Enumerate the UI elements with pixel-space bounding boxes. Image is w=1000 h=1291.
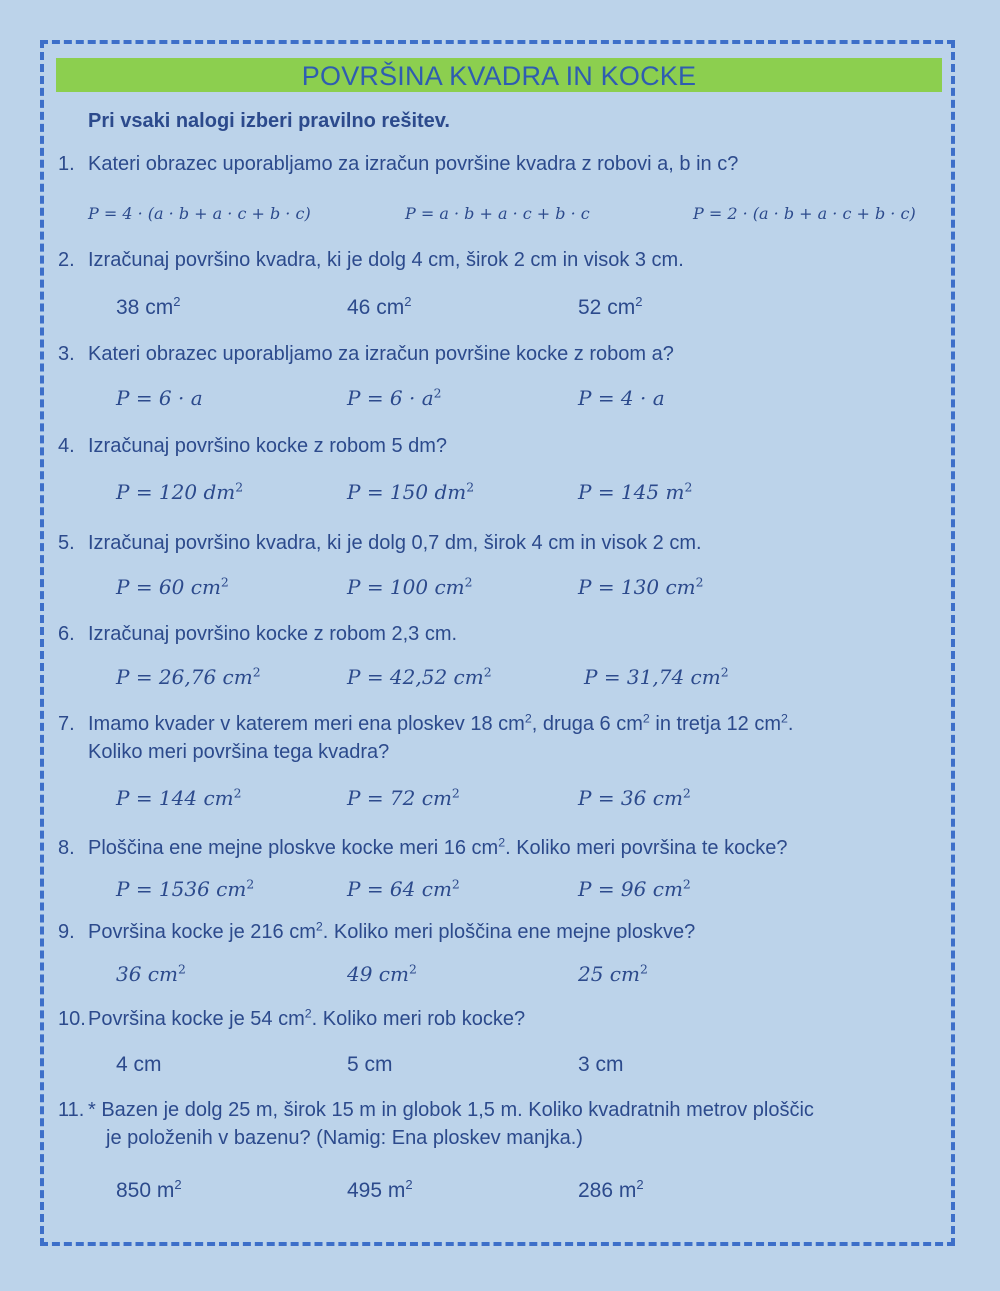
question-7: [58, 710, 938, 763]
exponent: 2: [252, 664, 261, 680]
answer-option-8b[interactable]: [347, 877, 460, 901]
option-text: 38 cm: [116, 296, 174, 319]
text-part: Koliko meri površina tega kvadra?: [88, 741, 390, 763]
answer-option-4c[interactable]: [578, 480, 692, 504]
option-text: P = 145 m: [578, 480, 685, 504]
exponent: 2: [174, 1177, 182, 1192]
question-number: 11.: [58, 1099, 85, 1121]
exponent: 2: [220, 574, 229, 590]
question-number: 3.: [58, 343, 75, 365]
question-number: 1.: [58, 153, 75, 175]
exponent: 2: [451, 785, 460, 801]
option-text: 46 cm: [347, 296, 405, 319]
text-part: . Koliko meri ploščina ene mejne ploskve?: [322, 921, 696, 943]
answer-option-11c[interactable]: [578, 1179, 644, 1203]
option-text: P = 150 dm: [347, 480, 467, 504]
question-6: [58, 620, 938, 648]
question-1: [58, 150, 938, 178]
exponent: 2: [433, 385, 442, 401]
answer-option-1c[interactable]: P = 2 · (a · b + a · c + b · c): [693, 204, 916, 223]
question-9: [58, 918, 938, 946]
option-text: P = 36 cm: [578, 786, 683, 810]
option-text: P = 42,52 cm: [347, 665, 484, 689]
exponent: 2: [682, 876, 691, 892]
option-text: 36 cm: [116, 962, 178, 986]
text-part: .: [787, 713, 794, 735]
option-text: P = 96 cm: [578, 877, 683, 901]
exponent: 2: [682, 785, 691, 801]
exponent: 2: [780, 711, 788, 726]
option-text: P = 120 dm: [116, 480, 236, 504]
option-text: P = 31,74 cm: [584, 665, 721, 689]
question-4: [58, 432, 938, 460]
answer-option-8c[interactable]: [578, 877, 691, 901]
exponent: 2: [464, 574, 473, 590]
text-part: * Bazen je dolg 25 m, širok 15 m in globok 1,5 m. Koliko kvadratnih metrov ploščic: [88, 1099, 814, 1121]
question-number: 9.: [58, 921, 75, 943]
exponent: 2: [405, 1177, 413, 1192]
answer-option-2b[interactable]: [347, 296, 411, 320]
question-text: Izračunaj površino kvadra, ki je dolg 4 cm, širok 2 cm in visok 3 cm.: [88, 249, 684, 271]
exponent: 2: [451, 876, 460, 892]
option-text: P = 144 cm: [116, 786, 234, 810]
page-title: POVRŠINA KVADRA IN KOCKE: [56, 58, 942, 92]
answer-option-4a[interactable]: [116, 480, 243, 504]
option-text: P = 64 cm: [347, 877, 452, 901]
answer-option-6a[interactable]: [116, 665, 261, 689]
answer-option-3b[interactable]: [347, 386, 442, 410]
text-part: Imamo kvader v katerem meri ena ploskev 18 cm: [88, 713, 525, 735]
option-text: P = 1536 cm: [116, 877, 247, 901]
answer-option-10c[interactable]: 3 cm: [578, 1053, 624, 1076]
answer-option-1a[interactable]: P = 4 · (a · b + a · c + b · c): [88, 204, 311, 223]
answer-option-11b[interactable]: [347, 1179, 413, 1203]
text-part: in tretja 12 cm: [649, 713, 781, 735]
question-text: [88, 1005, 938, 1033]
answer-option-9c[interactable]: [578, 962, 648, 986]
exponent: 2: [684, 479, 693, 495]
question-text: Izračunaj površino kvadra, ki je dolg 0,7 dm, širok 4 cm in visok 2 cm.: [88, 532, 702, 554]
text-part: , druga 6 cm: [531, 713, 643, 735]
option-text: P = 130 cm: [578, 575, 696, 599]
question-text: [88, 710, 938, 766]
text-part: . Koliko meri površina te kocke?: [505, 837, 788, 859]
answer-option-4b[interactable]: [347, 480, 474, 504]
exponent: 2: [233, 785, 242, 801]
answer-option-9a[interactable]: [116, 962, 186, 986]
answer-option-3a[interactable]: P = 6 · a: [116, 386, 203, 410]
answer-option-7b[interactable]: [347, 786, 460, 810]
question-text: [88, 1096, 938, 1152]
option-text: P = 6 · a: [347, 386, 434, 410]
exponent: 2: [695, 574, 704, 590]
answer-option-1b[interactable]: P = a · b + a · c + b · c: [405, 204, 590, 223]
option-text: 52 cm: [578, 296, 636, 319]
question-text: Kateri obrazec uporabljamo za izračun površine kvadra z robovi a, b in c?: [88, 153, 739, 175]
exponent: 2: [483, 664, 492, 680]
question-8: [58, 834, 938, 862]
text-part: je položenih v bazenu? (Namig: Ena ploskev manjka.): [106, 1127, 583, 1149]
question-2: [58, 246, 938, 274]
question-text: [88, 918, 938, 946]
answer-option-11a[interactable]: [116, 1179, 182, 1203]
text-part: Ploščina ene mejne ploskve kocke meri 16 cm: [88, 837, 499, 859]
question-11: [58, 1096, 938, 1149]
answer-option-9b[interactable]: [347, 962, 417, 986]
exponent: 2: [177, 961, 186, 977]
question-number: 8.: [58, 837, 75, 859]
question-number: 4.: [58, 435, 75, 457]
question-number: 7.: [58, 713, 75, 735]
question-text: Izračunaj površino kocke z robom 5 dm?: [88, 435, 448, 457]
answer-option-3c[interactable]: P = 4 · a: [578, 386, 665, 410]
answer-option-5c[interactable]: [578, 575, 704, 599]
answer-option-5b[interactable]: [347, 575, 473, 599]
exponent: 2: [639, 961, 648, 977]
exponent: 2: [636, 1177, 644, 1192]
text-part: Površina kocke je 216 cm: [88, 921, 316, 943]
question-3: [58, 340, 938, 368]
exponent: 2: [315, 919, 323, 934]
option-text: 850 m: [116, 1179, 175, 1202]
exponent: 2: [404, 294, 412, 309]
question-number: 5.: [58, 532, 75, 554]
text-part: . Koliko meri rob kocke?: [311, 1008, 526, 1030]
exponent: 2: [173, 294, 181, 309]
option-text: 25 cm: [578, 962, 640, 986]
option-text: P = 26,76 cm: [116, 665, 253, 689]
exponent: 2: [642, 711, 650, 726]
option-text: P = 72 cm: [347, 786, 452, 810]
answer-option-7c[interactable]: [578, 786, 691, 810]
exponent: 2: [498, 835, 506, 850]
option-text: 49 cm: [347, 962, 409, 986]
option-text: 495 m: [347, 1179, 406, 1202]
answer-option-2a[interactable]: [116, 296, 180, 320]
answer-option-6b[interactable]: [347, 665, 492, 689]
answer-option-10b[interactable]: 5 cm: [347, 1053, 393, 1076]
question-text: [88, 834, 938, 862]
exponent: 2: [408, 961, 417, 977]
exponent: 2: [720, 664, 729, 680]
answer-option-8a[interactable]: [116, 877, 254, 901]
exponent: 2: [466, 479, 475, 495]
question-text: Izračunaj površino kocke z robom 2,3 cm.: [88, 623, 458, 645]
text-part: Površina kocke je 54 cm: [88, 1008, 305, 1030]
answer-option-2c[interactable]: [578, 296, 642, 320]
question-5: [58, 529, 938, 557]
question-number: 10.: [58, 1008, 86, 1030]
option-text: 286 m: [578, 1179, 637, 1202]
question-text: Kateri obrazec uporabljamo za izračun površine kocke z robom a?: [88, 343, 674, 365]
option-text: P = 60 cm: [116, 575, 221, 599]
instructions: Pri vsaki nalogi izberi pravilno rešitev.: [88, 110, 450, 132]
exponent: 2: [635, 294, 643, 309]
answer-option-6c[interactable]: [584, 665, 729, 689]
answer-option-7a[interactable]: [116, 786, 242, 810]
exponent: 2: [304, 1006, 312, 1021]
option-text: P = 100 cm: [347, 575, 465, 599]
question-number: 2.: [58, 249, 75, 271]
exponent: 2: [235, 479, 244, 495]
answer-option-5a[interactable]: [116, 575, 229, 599]
answer-option-10a[interactable]: 4 cm: [116, 1053, 162, 1076]
exponent: 2: [524, 711, 532, 726]
exponent: 2: [246, 876, 255, 892]
question-10: [58, 1005, 938, 1033]
question-number: 6.: [58, 623, 75, 645]
